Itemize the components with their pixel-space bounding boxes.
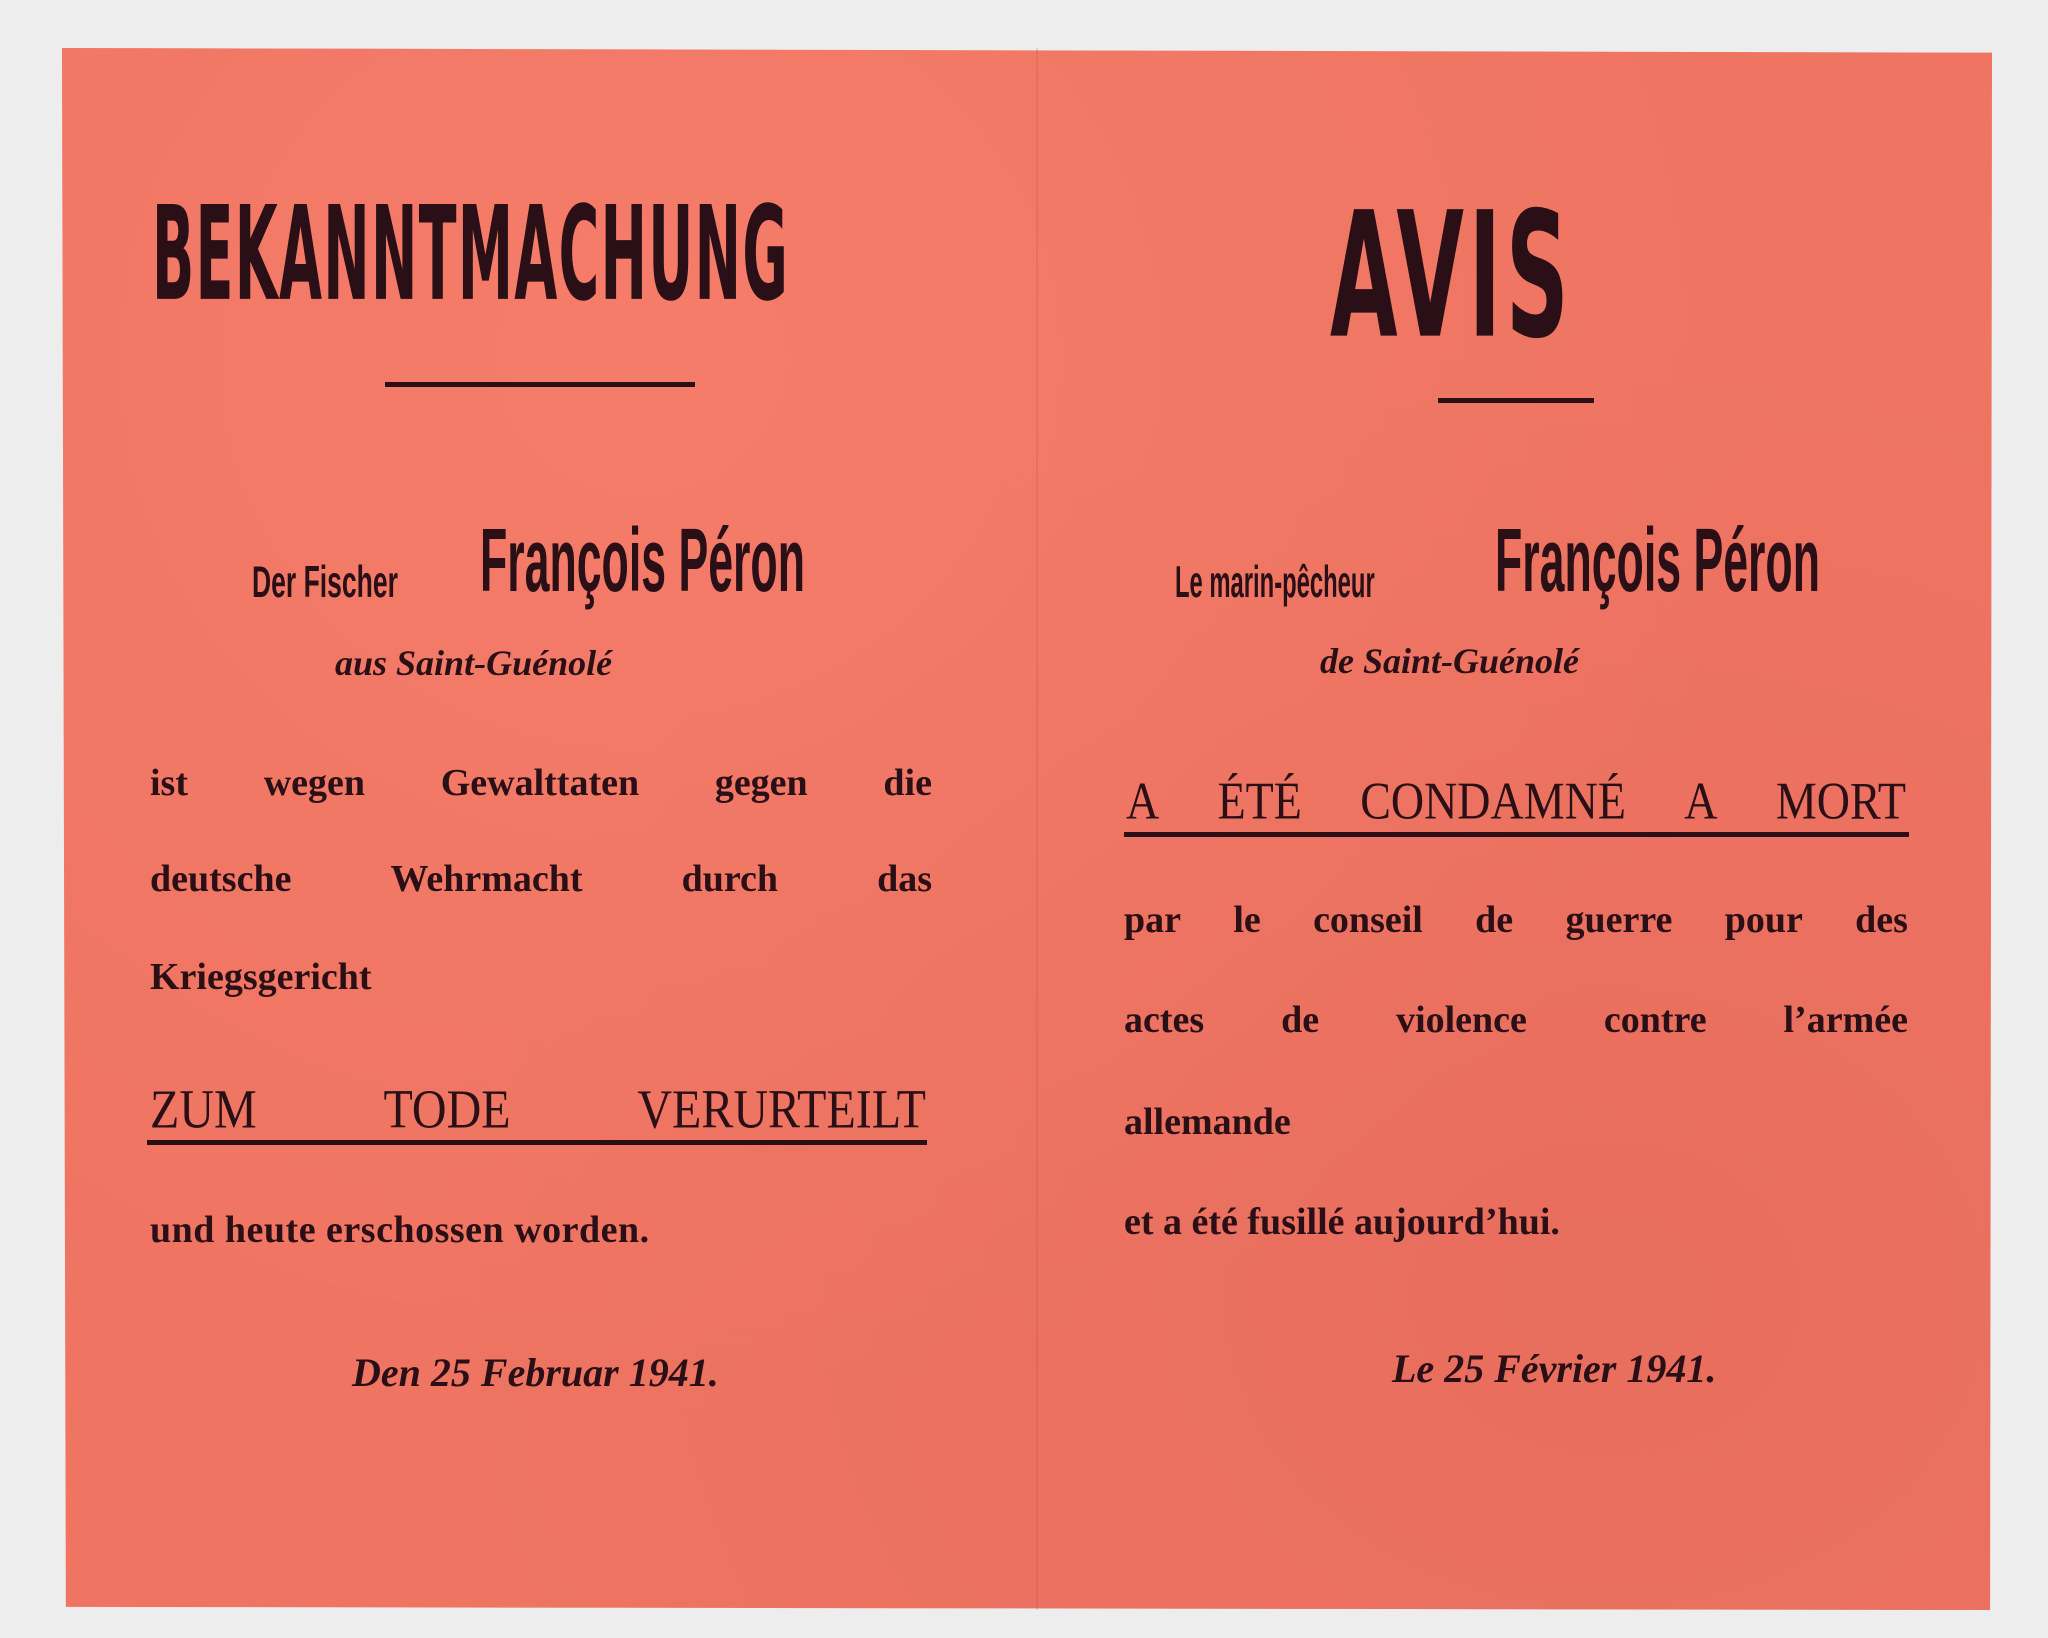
french-body-line-2 xyxy=(1124,998,1908,1042)
german-body-line-1 xyxy=(150,761,932,805)
french-verdict-word: ÉTÉ xyxy=(1217,771,1302,830)
german-person-name: François Péron xyxy=(480,511,805,612)
german-date: Den 25 Februar 1941. xyxy=(352,1350,719,1395)
french-title-rule xyxy=(1438,398,1594,403)
french-body-word: violence xyxy=(1396,999,1527,1041)
french-title: AVIS xyxy=(1330,176,1574,378)
german-body-line-3: Kriegsgericht xyxy=(150,956,372,998)
german-body-word: gegen xyxy=(714,762,808,804)
french-body-line-3: allemande xyxy=(1124,1101,1291,1143)
french-body-word: le xyxy=(1233,899,1261,941)
german-body-word: Wehrmacht xyxy=(390,858,583,900)
french-body-word: l’armée xyxy=(1783,999,1908,1041)
french-verdict-word: A xyxy=(1684,771,1718,830)
german-verdict-underline xyxy=(147,1140,927,1145)
french-verdict-word: MORT xyxy=(1775,771,1906,830)
german-outcome: und heute erschossen worden. xyxy=(150,1209,650,1251)
german-body-line-2 xyxy=(150,857,932,901)
french-verdict xyxy=(1126,770,1906,831)
french-name-prefix: Le marin-pêcheur xyxy=(1175,558,1375,608)
german-title-rule xyxy=(385,382,695,387)
french-body-word: des xyxy=(1855,899,1908,941)
french-verdict-word: CONDAMNÉ xyxy=(1360,771,1626,830)
german-verdict-word: TODE xyxy=(383,1079,511,1141)
french-body-word: actes xyxy=(1124,999,1205,1041)
french-date: Le 25 Février 1941. xyxy=(1392,1346,1717,1391)
german-name-prefix: Der Fischer xyxy=(252,558,398,608)
french-origin: de Saint-Guénolé xyxy=(1320,641,1580,681)
german-body-word: das xyxy=(877,858,932,900)
french-verdict-word: A xyxy=(1126,771,1160,830)
german-body-word: Gewalttaten xyxy=(440,762,640,804)
german-origin: aus Saint-Guénolé xyxy=(335,643,613,683)
french-outcome: et a été fusillé aujourd’hui. xyxy=(1124,1201,1560,1243)
french-body-word: contre xyxy=(1603,999,1707,1041)
french-body-word: par xyxy=(1124,899,1181,941)
french-verdict-underline xyxy=(1124,832,1909,837)
french-body-word: de xyxy=(1281,999,1320,1041)
german-body-word: durch xyxy=(681,858,779,900)
german-verdict-word: ZUM xyxy=(150,1079,257,1141)
french-body-word: guerre xyxy=(1565,899,1673,941)
german-body-word: deutsche xyxy=(150,858,292,900)
german-body-word: wegen xyxy=(263,762,366,804)
german-title: BEKANNTMACHUNG xyxy=(152,178,790,330)
center-fold xyxy=(1036,48,1038,1610)
french-body-line-1 xyxy=(1124,898,1908,942)
french-body-word: pour xyxy=(1724,899,1803,941)
french-person-name: François Péron xyxy=(1495,511,1820,612)
german-verdict-word: VERURTEILT xyxy=(637,1079,926,1141)
german-verdict xyxy=(150,1078,926,1141)
german-body-word: ist xyxy=(150,762,188,804)
french-body-word: conseil xyxy=(1313,899,1423,941)
german-body-word: die xyxy=(883,762,932,804)
french-body-word: de xyxy=(1475,899,1514,941)
